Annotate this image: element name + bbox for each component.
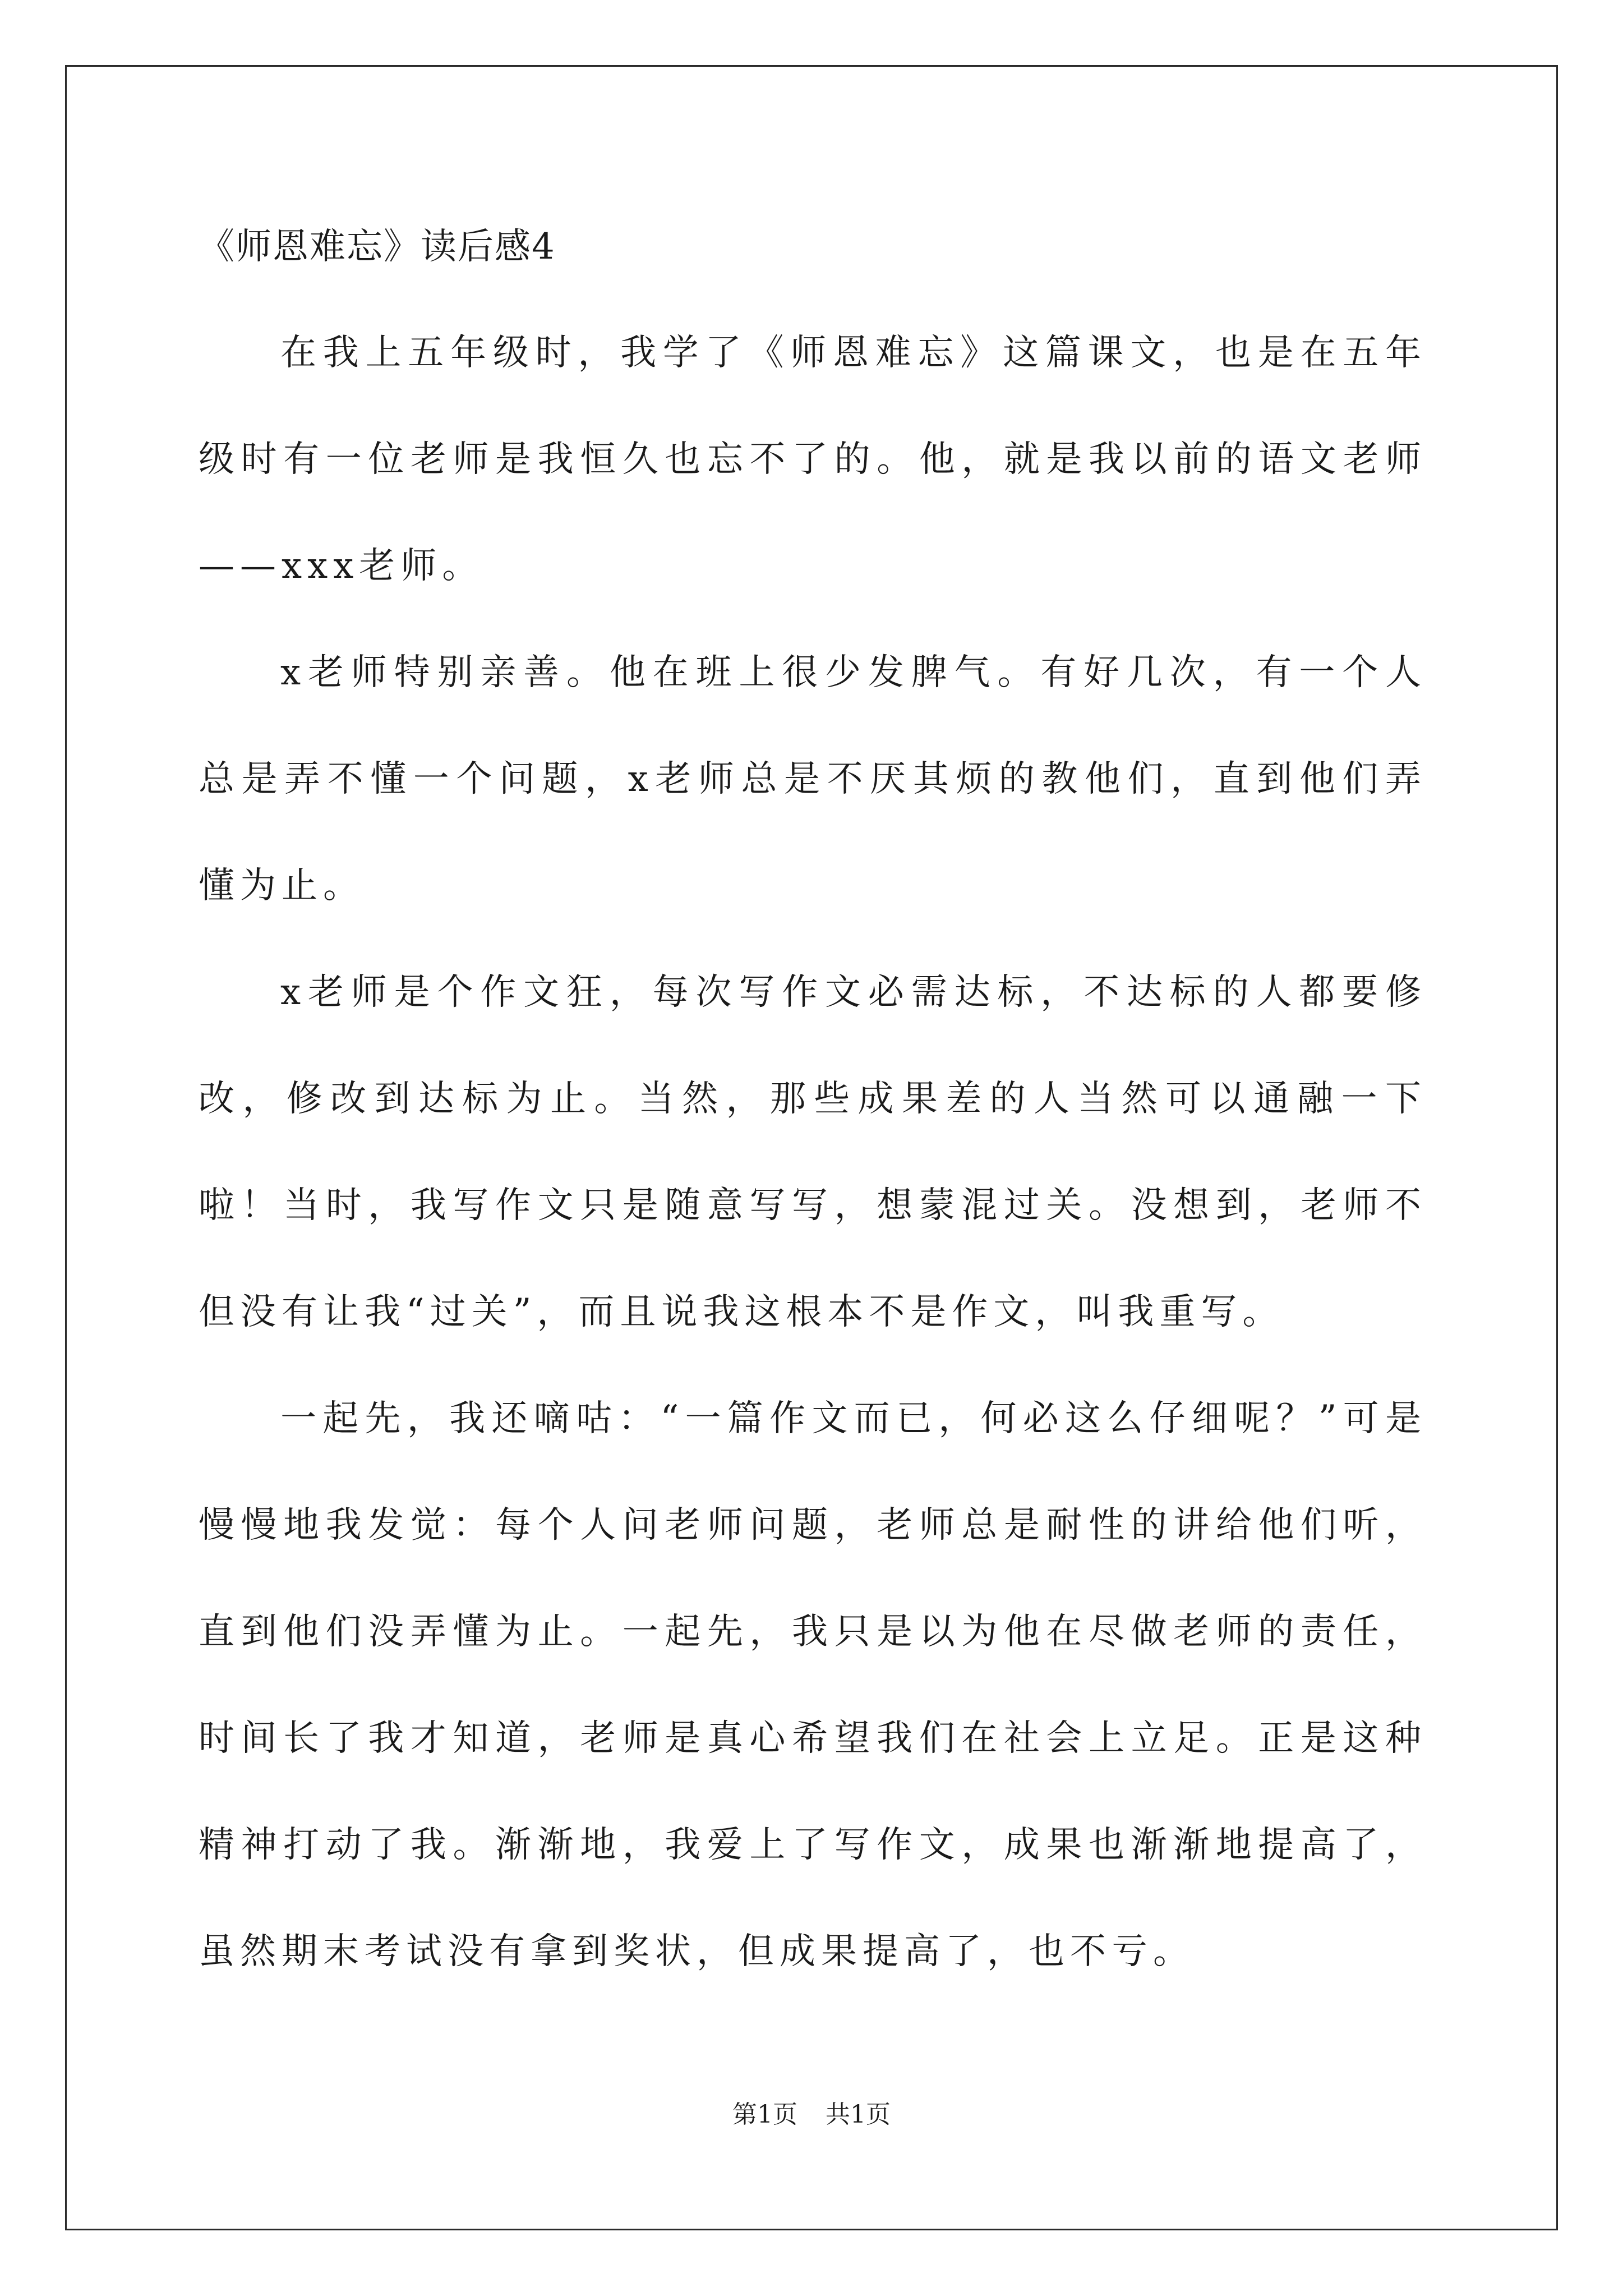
paragraph-1: 在我上五年级时，我学了《师恩难忘》这篇课文，也是在五年级时有一位老师是我恒久也忘不了的。他，就是我以前的语文老师——xxx老师。 bbox=[199, 332, 1427, 587]
paragraph-2: x老师特别亲善。他在班上很少发脾气。有好几次，有一个人总是弄不懂一个问题，x老师总是不厌其烦的教他们，直到他们弄懂为止。 bbox=[199, 652, 1427, 907]
page-footer bbox=[0, 2098, 1623, 2132]
paragraph-3: x老师是个作文狂，每次写作文必需达标，不达标的人都要修改，修改到达标为止。当然，那些成果差的人当然可以通融一下啦！当时，我写作文只是随意写写，想蒙混过关。没想到，老师不但没有让我“过关”，而且说我这根本不是作文，叫我重写。 bbox=[199, 972, 1427, 1333]
page-number-total: 共1页 bbox=[826, 2100, 891, 2129]
document-body bbox=[199, 220, 1427, 2005]
paragraph-4: 一起先，我还嘀咕：“一篇作文而已，何必这么仔细呢？”可是慢慢地我发觉：每个人问老师问题，老师总是耐性的讲给他们听，直到他们没弄懂为止。一起先，我只是以为他在尽做老师的责任，时间长了我才知道，老师是真心希望我们在社会上立足。正是这种精神打动了我。渐渐地，我爱上了写作文，成果也渐渐地提高了，虽然期末考试没有拿到奖状，但成果提高了，也不亏。 bbox=[199, 1398, 1427, 1972]
document-title: 《师恩难忘》读后感4 bbox=[199, 226, 556, 268]
page-number-current: 第1页 bbox=[732, 2100, 797, 2129]
